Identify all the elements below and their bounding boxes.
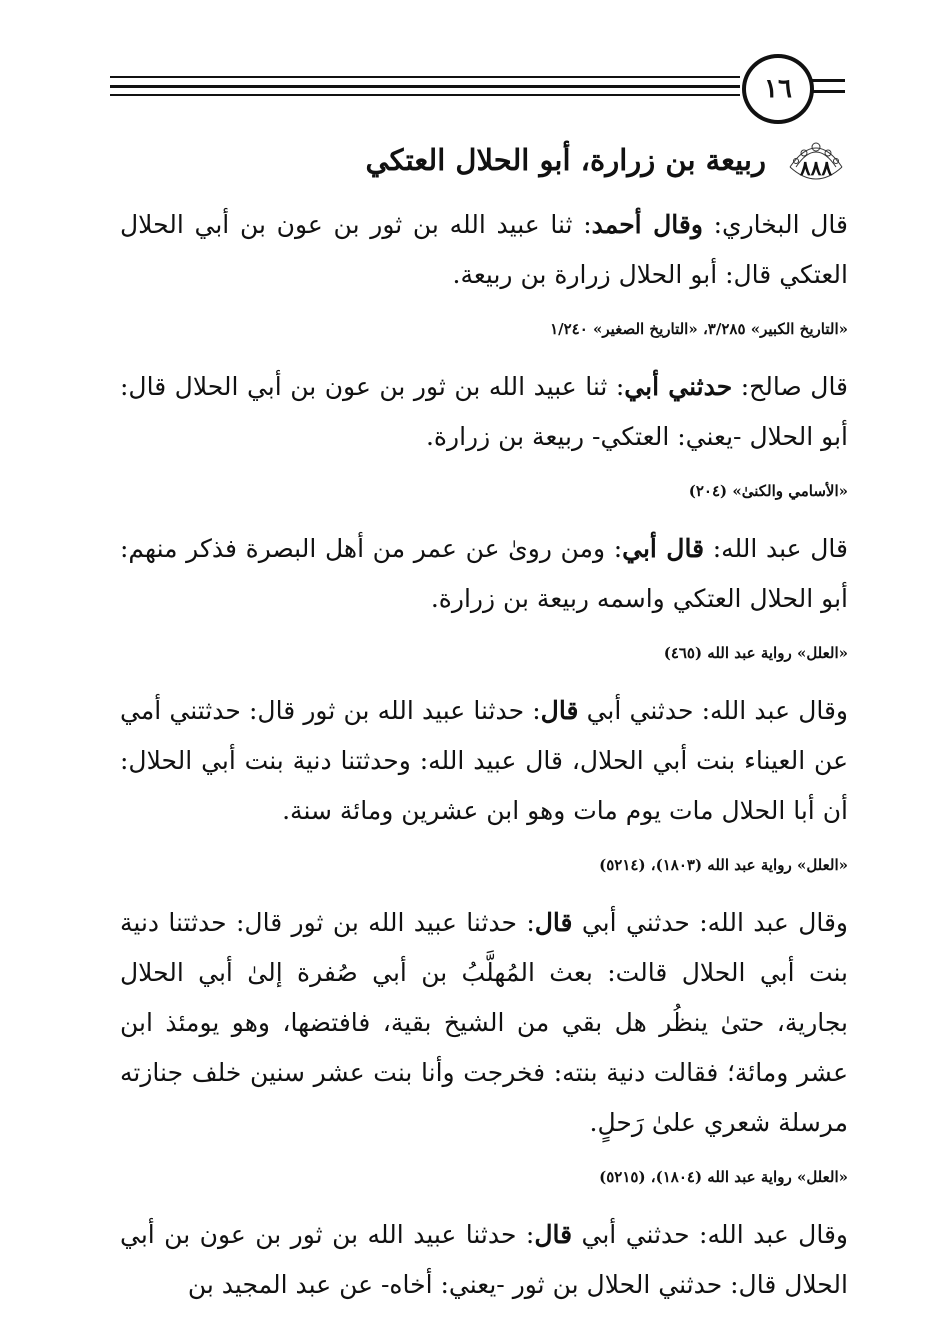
entry-block	[120, 362, 848, 506]
narration-paragraph: قال عبد الله: قال أبي: ومن روىٰ عن عمر من أهل البصرة فذكر منهم: أبو الحلال العتكي واسمه ربيعة بن زرارة.	[120, 534, 848, 613]
entry-block	[120, 686, 848, 880]
header-rule	[110, 94, 740, 96]
entry-block	[120, 200, 848, 344]
entry-block	[120, 1210, 848, 1310]
source-citation: «العلل» رواية عبد الله (١٨٠٤)، (٥٢١٥)	[599, 1168, 848, 1186]
entry-number-badge	[784, 133, 848, 187]
narration-paragraph: وقال عبد الله: حدثني أبي قال: حدثنا عبيد الله بن ثور بن عون بن أبي الحلال قال: حدثني الحلال بن ثور -يعني: أخاه- عن عبد المجيد بن	[120, 1220, 848, 1299]
narration-paragraph: وقال عبد الله: حدثني أبي قال: حدثنا عبيد الله بن ثور قال: حدثتنا دنية بنت أبي الحلال قالت: بعث المُهلَّبُ بن أبي صُفرة إلىٰ أبي الحلال بجارية، حتىٰ ينظُر هل بقي من الشيخ بقية، فافتضها، وهو يومئذ ابن عشر ومائة؛ فقالت دنية بنته: فخرجت وأنا بنت عشر سنين خلف جنازته مرسلة شعري علىٰ رَحلٍ.	[120, 908, 848, 1137]
page-number: ١٦	[742, 54, 814, 124]
source-citation: «العلل» رواية عبد الله (٤٦٥)	[663, 644, 848, 662]
source-citation: «التاريخ الكبير» ٣/٢٨٥، «التاريخ الصغير» ١/٢٤٠	[550, 320, 848, 338]
entry-body	[120, 200, 848, 1310]
narration-paragraph: قال البخاري: وقال أحمد: ثنا عبيد الله بن ثور بن عون بن أبي الحلال العتكي قال: أبو الحلال زرارة بن ربيعة.	[120, 210, 848, 289]
entry-number: ٨٨٨	[799, 156, 833, 180]
page-header	[110, 52, 845, 124]
entry-block	[120, 524, 848, 668]
entry-title: ربيعة بن زرارة، أبو الحلال العتكي	[365, 143, 766, 177]
header-rule	[110, 76, 740, 78]
header-rule	[110, 85, 740, 88]
entry-heading	[248, 130, 848, 190]
source-citation: «الأسامي والكنىٰ» (٢٠٤)	[688, 482, 848, 500]
entry-block	[120, 898, 848, 1192]
narration-paragraph: وقال عبد الله: حدثني أبي قال: حدثنا عبيد الله بن ثور قال: حدثتني أمي عن العيناء بنت أبي الحلال، قال عبيد الله: وحدثتنا دنية بنت أبي الحلال: أن أبا الحلال مات يوم مات وهو ابن عشرين ومائة سنة.	[120, 696, 848, 825]
narration-paragraph: قال صالح: حدثني أبي: ثنا عبيد الله بن ثور بن عون بن أبي الحلال قال: أبو الحلال -يعني: العتكي- ربيعة بن زرارة.	[120, 372, 849, 451]
source-citation: «العلل» رواية عبد الله (١٨٠٣)، (٥٢١٤)	[599, 856, 848, 874]
